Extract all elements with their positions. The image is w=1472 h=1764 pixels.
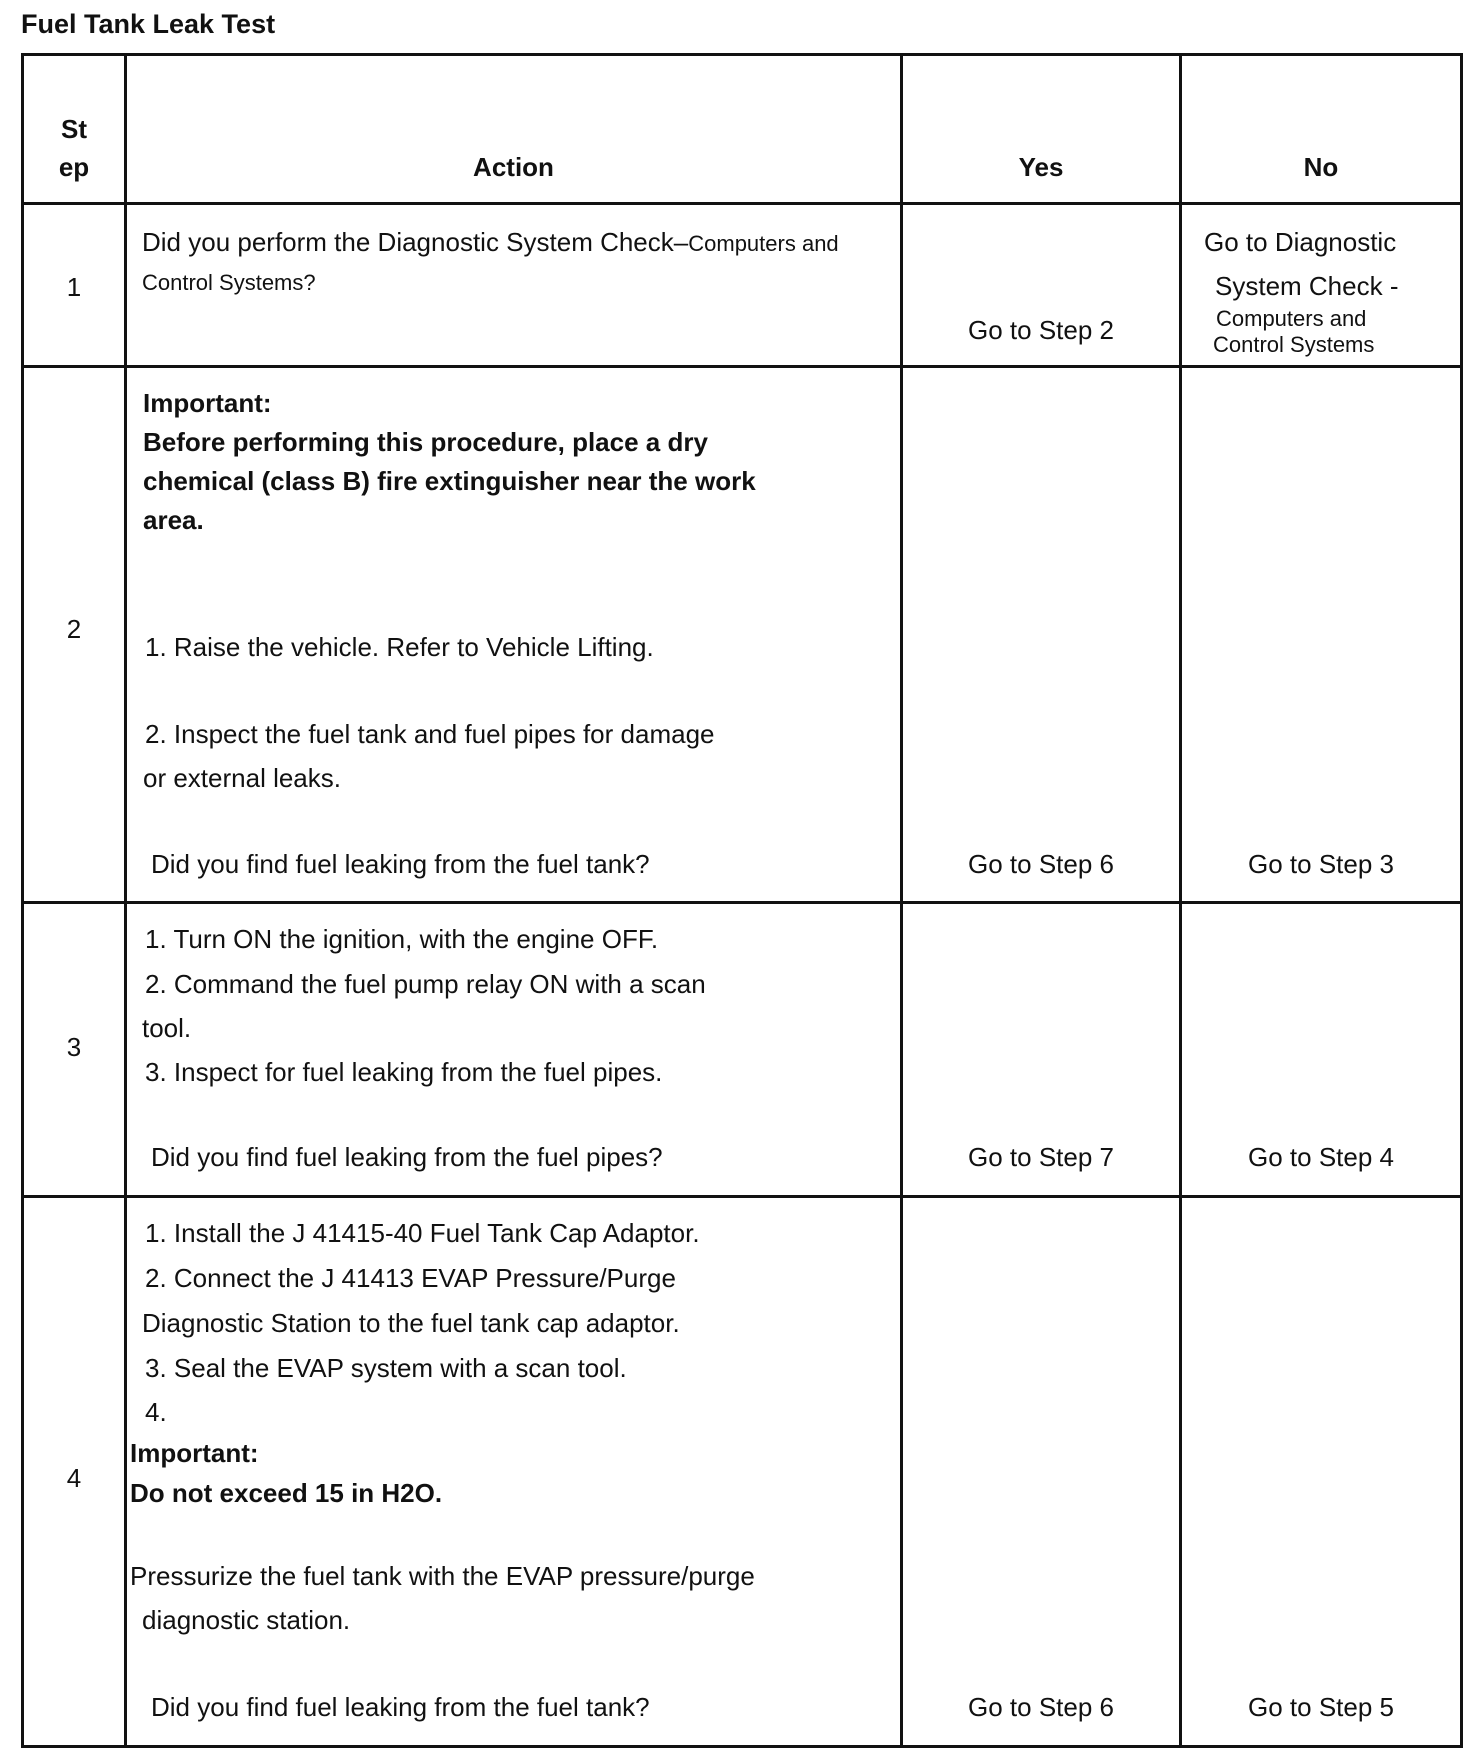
diagnostic-table (21, 53, 1463, 1748)
header-step-cell (23, 55, 126, 204)
table-row-step-4 (23, 1197, 1462, 1747)
important-text: area. (143, 505, 204, 535)
list-item: 2. Connect the J 41413 EVAP Pressure/Purge (145, 1263, 676, 1293)
yes-cell (902, 367, 1181, 903)
no-link[interactable]: Go to Step 4 (1248, 1142, 1394, 1172)
header-yes: Yes (1018, 152, 1064, 182)
header-step-line1: St (61, 114, 87, 144)
list-item-continued: Diagnostic Station to the fuel tank cap adaptor. (142, 1308, 680, 1338)
yes-link[interactable]: Go to Step 6 (968, 849, 1114, 879)
header-action-cell (126, 55, 902, 204)
header-yes-cell (902, 55, 1181, 204)
header-no-cell (1181, 55, 1462, 204)
dash: – (673, 227, 689, 257)
action-cell (126, 204, 902, 367)
header-row (23, 55, 1462, 204)
action-line (142, 227, 839, 257)
step-number: 4 (66, 1463, 82, 1493)
table-row-step-1 (23, 204, 1462, 367)
step-number: 1 (66, 272, 82, 302)
table-row-step-2 (23, 367, 1462, 903)
action-line: Control Systems? (142, 270, 316, 295)
list-item: 3. Inspect for fuel leaking from the fuel pipes. (145, 1057, 663, 1087)
yes-cell (902, 1197, 1181, 1747)
important-label: Important: (143, 388, 272, 418)
no-link-line2[interactable]: System Check - (1215, 271, 1399, 301)
yes-link[interactable]: Go to Step 2 (968, 315, 1114, 345)
important-text: Do not exceed 15 in H2O. (130, 1478, 443, 1508)
no-link[interactable]: Go to Step 3 (1248, 849, 1394, 879)
important-label: Important: (130, 1438, 259, 1468)
list-item: 1. Install the J 41415-40 Fuel Tank Cap Adaptor. (145, 1218, 700, 1248)
list-item: 4. (145, 1397, 167, 1427)
no-cell (1181, 1197, 1462, 1747)
step-number: 3 (66, 1032, 82, 1062)
yes-cell (902, 903, 1181, 1197)
yes-cell (902, 204, 1181, 367)
action-text-small: Computers and (688, 231, 839, 256)
header-no: No (1303, 152, 1339, 182)
no-link-line1[interactable]: Go to Diagnostic (1204, 227, 1397, 257)
header-step-line2: ep (58, 152, 90, 182)
no-link-line3[interactable]: Computers and (1216, 306, 1367, 331)
list-item: 1. Turn ON the ignition, with the engine OFF. (145, 924, 659, 954)
list-item: 2. Inspect the fuel tank and fuel pipes for damage (145, 719, 715, 749)
yes-link[interactable]: Go to Step 7 (968, 1142, 1114, 1172)
no-link[interactable]: Go to Step 5 (1248, 1692, 1394, 1722)
pressurize-text: diagnostic station. (142, 1605, 351, 1635)
step-cell (23, 367, 126, 903)
step-cell (23, 1197, 126, 1747)
list-item: 3. Seal the EVAP system with a scan tool. (145, 1353, 627, 1383)
document-title: Fuel Tank Leak Test (21, 9, 276, 39)
step-number: 2 (66, 614, 82, 644)
action-cell (126, 367, 902, 903)
question: Did you find fuel leaking from the fuel tank? (151, 849, 650, 879)
list-item-continued: tool. (142, 1013, 192, 1043)
list-item: 1. Raise the vehicle. Refer to Vehicle Lifting. (145, 632, 654, 662)
no-cell (1181, 204, 1462, 367)
yes-link[interactable]: Go to Step 6 (968, 1692, 1114, 1722)
no-cell (1181, 367, 1462, 903)
action-cell (126, 903, 902, 1197)
list-item: 2. Command the fuel pump relay ON with a scan (145, 969, 706, 999)
table-row-step-3 (23, 903, 1462, 1197)
header-action: Action (473, 152, 554, 182)
question: Did you find fuel leaking from the fuel pipes? (151, 1142, 663, 1172)
pressurize-text: Pressurize the fuel tank with the EVAP pressure/purge (130, 1561, 755, 1591)
action-cell (126, 1197, 902, 1747)
step-cell (23, 204, 126, 367)
no-cell (1181, 903, 1462, 1197)
list-item-continued: or external leaks. (143, 763, 341, 793)
step-cell (23, 903, 126, 1197)
question: Did you find fuel leaking from the fuel tank? (151, 1692, 650, 1722)
action-text: Did you perform the Diagnostic System Check (142, 227, 674, 257)
important-text: Before performing this procedure, place a dry (143, 427, 708, 457)
no-link-line4[interactable]: Control Systems (1213, 332, 1375, 357)
important-text: chemical (class B) fire extinguisher near the work (143, 466, 756, 496)
